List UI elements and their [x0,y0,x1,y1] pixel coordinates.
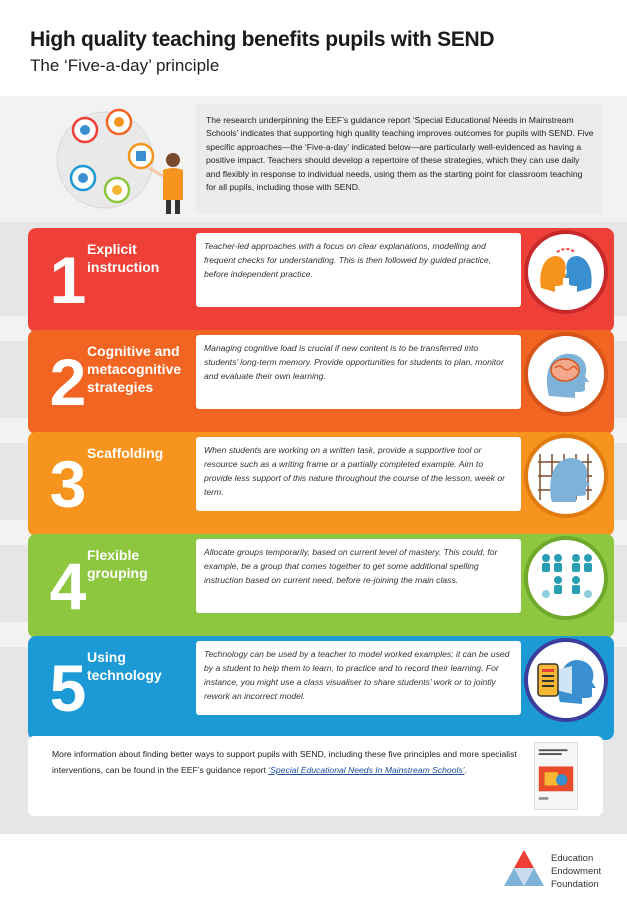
card-description: Technology can be used by a teacher to model worked examples; it can be used by a student to help them to learn, to practice and to record their learning. For instance, you might use a class visualiser to share students’ work or to jointly rework an incorrect model. [196,641,521,715]
footer-body: More information about finding better ways to support pupils with SEND, including these five principles and more specialist interventions, can be found in the EEF’s guidance report [52,749,517,775]
card-number: 1 [49,243,87,317]
page-title: High quality teaching benefits pupils with SEND [30,28,495,51]
tablet-head-icon [524,638,608,722]
strategy-card-1 [28,228,614,332]
groups-icon [524,536,608,620]
page-subtitle: The ‘Five-a-day’ principle [30,56,220,75]
card-number: 2 [49,345,87,419]
intro-text: The research underpinning the EEF’s guidance report ‘Special Educational Needs in Mainstream Schools’ indicates that supporting high quality teaching improves outcomes for pupils with SEND. Five specific approaches—the ‘Five-a-day’ indicated below—are particularly well-evidenced as having a positive impact. Teachers should develop a repertoire of these strategies, which they can use daily and flexibly in response to individual needs, using them as the starting point for classroom teaching for all pupils, including those with SEND. [196,104,602,214]
card-description: Managing cognitive load is crucial if new content is to be transferred into students’ long-term memory. Provide opportunities for students to plan, monitor and evaluate their own learning. [196,335,521,409]
teacher-illustration [55,108,195,216]
footer-box [28,736,603,816]
card-heading: Using technology [87,649,162,683]
card-heading: Scaffolding [87,445,164,461]
card-description: Allocate groups temporarily, based on current level of mastery. This could, for example, be a group that comes together to get some additional spelling instruction based on current need, before re-joining the main class. [196,539,521,613]
brain-head-icon [524,332,608,416]
card-heading: Cognitive and metacognitive strategies [87,343,182,395]
card-description: Teacher-led approaches with a focus on clear explanations, modelling and frequent checks for understanding. This is then followed by guided practice, before independent practice. [196,233,521,307]
logo-line-2: Endowment [551,866,602,877]
logo-line-1: Education [551,853,594,864]
scaffold-head-icon [524,434,608,518]
strategy-card-4 [28,534,614,638]
eef-logo-text [551,852,601,891]
card-heading: Explicit instruction [87,241,160,275]
eef-logo-icon [504,848,544,890]
strategy-card-3 [28,432,614,536]
strategy-card-2 [28,330,614,434]
footer-text [52,746,522,778]
report-cover-thumbnail [534,742,578,810]
card-description: When students are working on a written task, provide a supportive tool or resource such as a writing frame or a partially completed example. Aim to provide less support of this nature throughout the course of the lesson, week or term. [196,437,521,511]
card-number: 5 [49,651,87,725]
card-number: 3 [49,447,87,521]
card-heading: Flexible grouping [87,547,148,581]
two-heads-icon [524,230,608,314]
guidance-report-link[interactable]: ‘Special Educational Needs In Mainstream Schools’ [268,765,465,775]
strategy-card-5 [28,636,614,740]
logo-line-3: Foundation [551,879,599,890]
page-header [0,0,627,96]
card-number: 4 [49,549,87,623]
footer-end: . [464,765,467,775]
